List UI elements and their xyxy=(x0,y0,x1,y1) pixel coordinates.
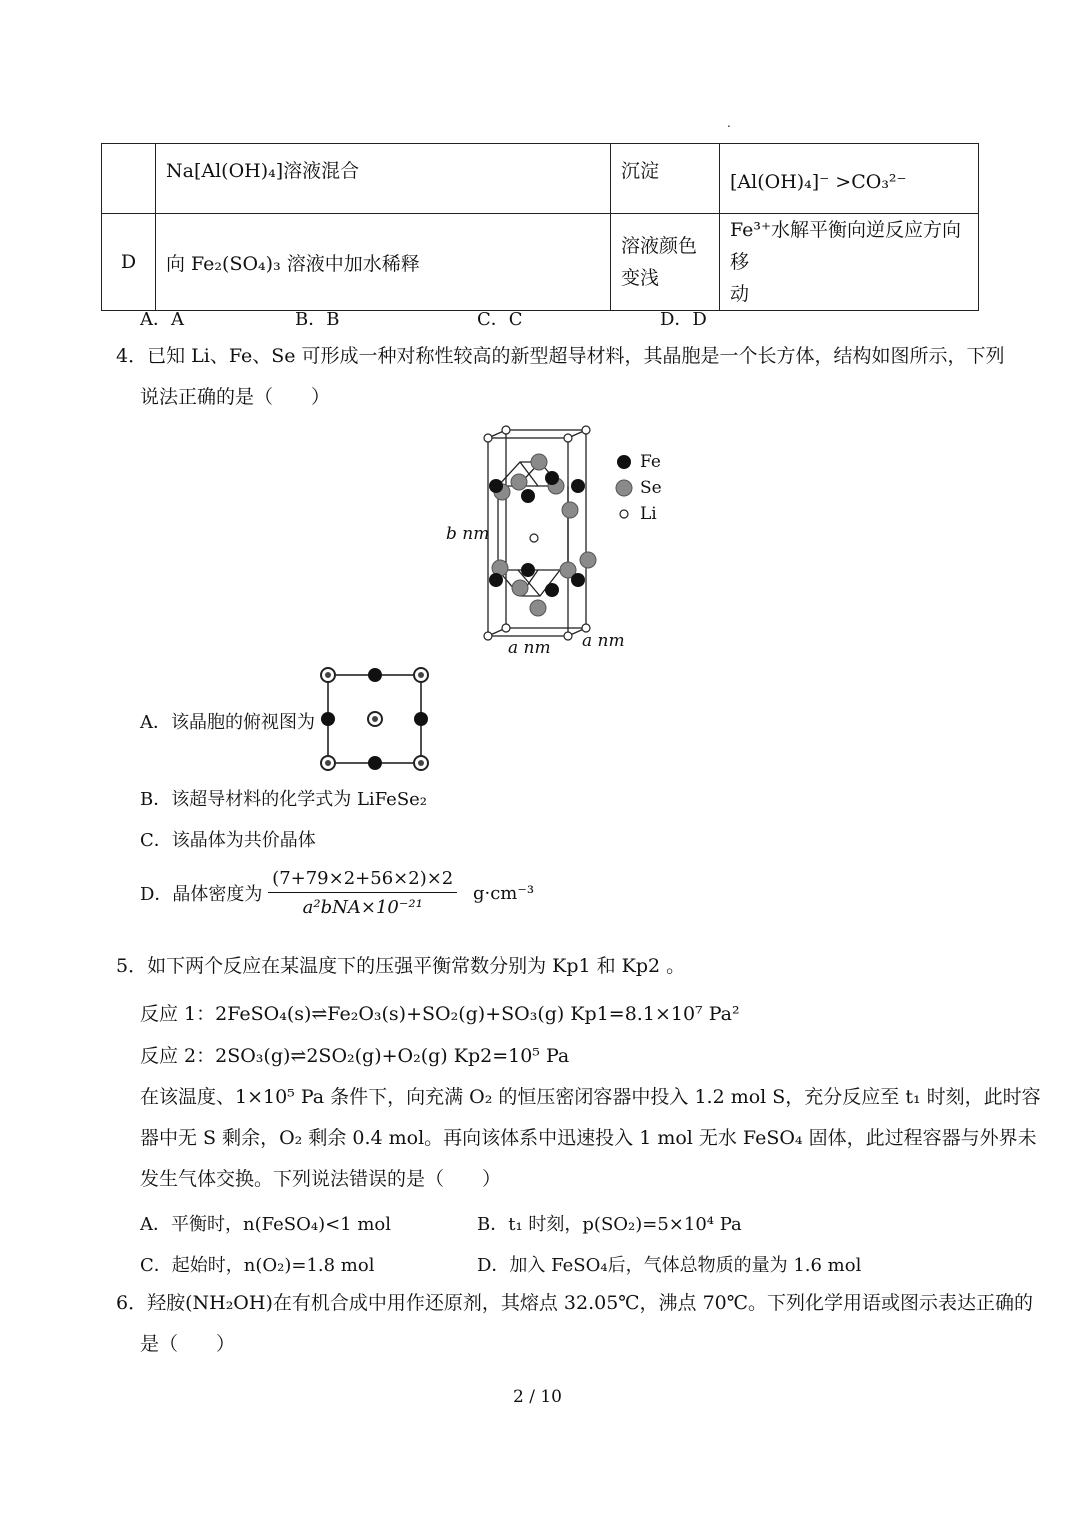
q3-option-c: C．C xyxy=(477,309,523,330)
q5-option-a: A．平衡时，n(FeSO₄)<1 mol xyxy=(140,1214,392,1235)
page-number: 2 / 10 xyxy=(513,1387,562,1407)
table-cell-operation: 向 Fe₂(SO₄)₃ 溶液中加水稀释 xyxy=(156,214,611,311)
q5-option-c: C．起始时，n(O₂)=1.8 mol xyxy=(140,1255,375,1276)
q5-reaction-2: 反应 2：2SO₃(g)⇌2SO₂(g)+O₂(g) Kp2=10⁵ Pa xyxy=(140,1045,570,1067)
q4-stem-line: 4．已知 Li、Fe、Se 可形成一种对称性较高的新型超导材料，其晶胞是一个长方体，结构如图所示，下列 xyxy=(116,345,1005,367)
conclusion-line: 动 xyxy=(730,283,750,305)
table-cell-operation: Na[Al(OH)₄]溶液混合 xyxy=(156,144,611,214)
table-cell-phenomenon: 沉淀 xyxy=(611,144,720,214)
question-table xyxy=(101,143,979,311)
table-cell-label: D xyxy=(102,214,156,311)
table-cell-label xyxy=(102,144,156,214)
q3-option-a: A．A xyxy=(140,309,184,330)
q4-option-d-prefix: D．晶体密度为 xyxy=(140,884,263,905)
q5-paragraph-line: 器中无 S 剩余，O₂ 剩余 0.4 mol。再向该体系中迅速投入 1 mol 无水 FeSO₄ 固体，此过程容器与外界未 xyxy=(140,1127,1037,1149)
top-view-diagram xyxy=(318,666,430,772)
q5-reaction-1: 反应 1：2FeSO₄(s)⇌Fe₂O₃(s)+SO₂(g)+SO₃(g) Kp1=8.1×10⁷ Pa² xyxy=(140,1003,740,1025)
density-unit: g·cm⁻³ xyxy=(472,882,535,904)
q4-option-d xyxy=(140,868,534,918)
table-cell-phenomenon xyxy=(611,214,720,311)
table-row xyxy=(102,144,979,214)
legend-se-label: Se xyxy=(640,478,662,498)
q3-option-b: B．B xyxy=(295,309,340,330)
q6-stem-line: 是（ ） xyxy=(140,1333,236,1355)
q4-option-b: B．该超导材料的化学式为 LiFeSe₂ xyxy=(140,789,428,810)
legend-li-label: Li xyxy=(640,504,657,524)
dimension-b-label: b nm xyxy=(446,524,490,544)
legend-fe-label: Fe xyxy=(640,452,661,472)
phenomenon-line: 溶液颜色 xyxy=(621,235,698,257)
dimension-a-label: a nm xyxy=(582,631,625,651)
q5-paragraph-line: 发生气体交换。下列说法错误的是（ ） xyxy=(140,1168,502,1190)
density-fraction xyxy=(268,868,457,918)
density-numerator: (7+79×2+56×2)×2 xyxy=(268,868,457,893)
q4-option-a: A．该晶胞的俯视图为 xyxy=(140,712,315,733)
q4-stem-line: 说法正确的是（ ） xyxy=(140,386,331,408)
dimension-a-label: a nm xyxy=(508,638,551,658)
q5-option-d: D．加入 FeSO₄后，气体总物质的量为 1.6 mol xyxy=(477,1255,862,1276)
phenomenon-line: 变浅 xyxy=(621,267,660,289)
top-dot: . xyxy=(727,116,731,130)
q6-stem-line: 6．羟胺(NH₂OH)在有机合成中用作还原剂，其熔点 32.05℃，沸点 70℃。下列化学用语或图示表达正确的 xyxy=(116,1292,1034,1314)
density-denominator: a²bNA×10⁻²¹ xyxy=(302,897,423,918)
table-row xyxy=(102,214,979,311)
table-cell-conclusion: [Al(OH)₄]⁻ >CO₃²⁻ xyxy=(720,144,979,214)
q5-paragraph-line: 在该温度、1×10⁵ Pa 条件下，向充满 O₂ 的恒压密闭容器中投入 1.2 mol S，充分反应至 t₁ 时刻，此时容 xyxy=(140,1086,1041,1108)
q3-option-d: D．D xyxy=(660,309,707,330)
table-cell-conclusion xyxy=(720,214,979,311)
conclusion-line: Fe³⁺水解平衡向逆反应方向移 xyxy=(730,219,962,273)
q5-stem: 5．如下两个反应在某温度下的压强平衡常数分别为 Kp1 和 Kp2 。 xyxy=(116,955,686,977)
q4-option-c: C．该晶体为共价晶体 xyxy=(140,830,316,851)
q5-option-b: B．t₁ 时刻，p(SO₂)=5×10⁴ Pa xyxy=(477,1214,742,1235)
